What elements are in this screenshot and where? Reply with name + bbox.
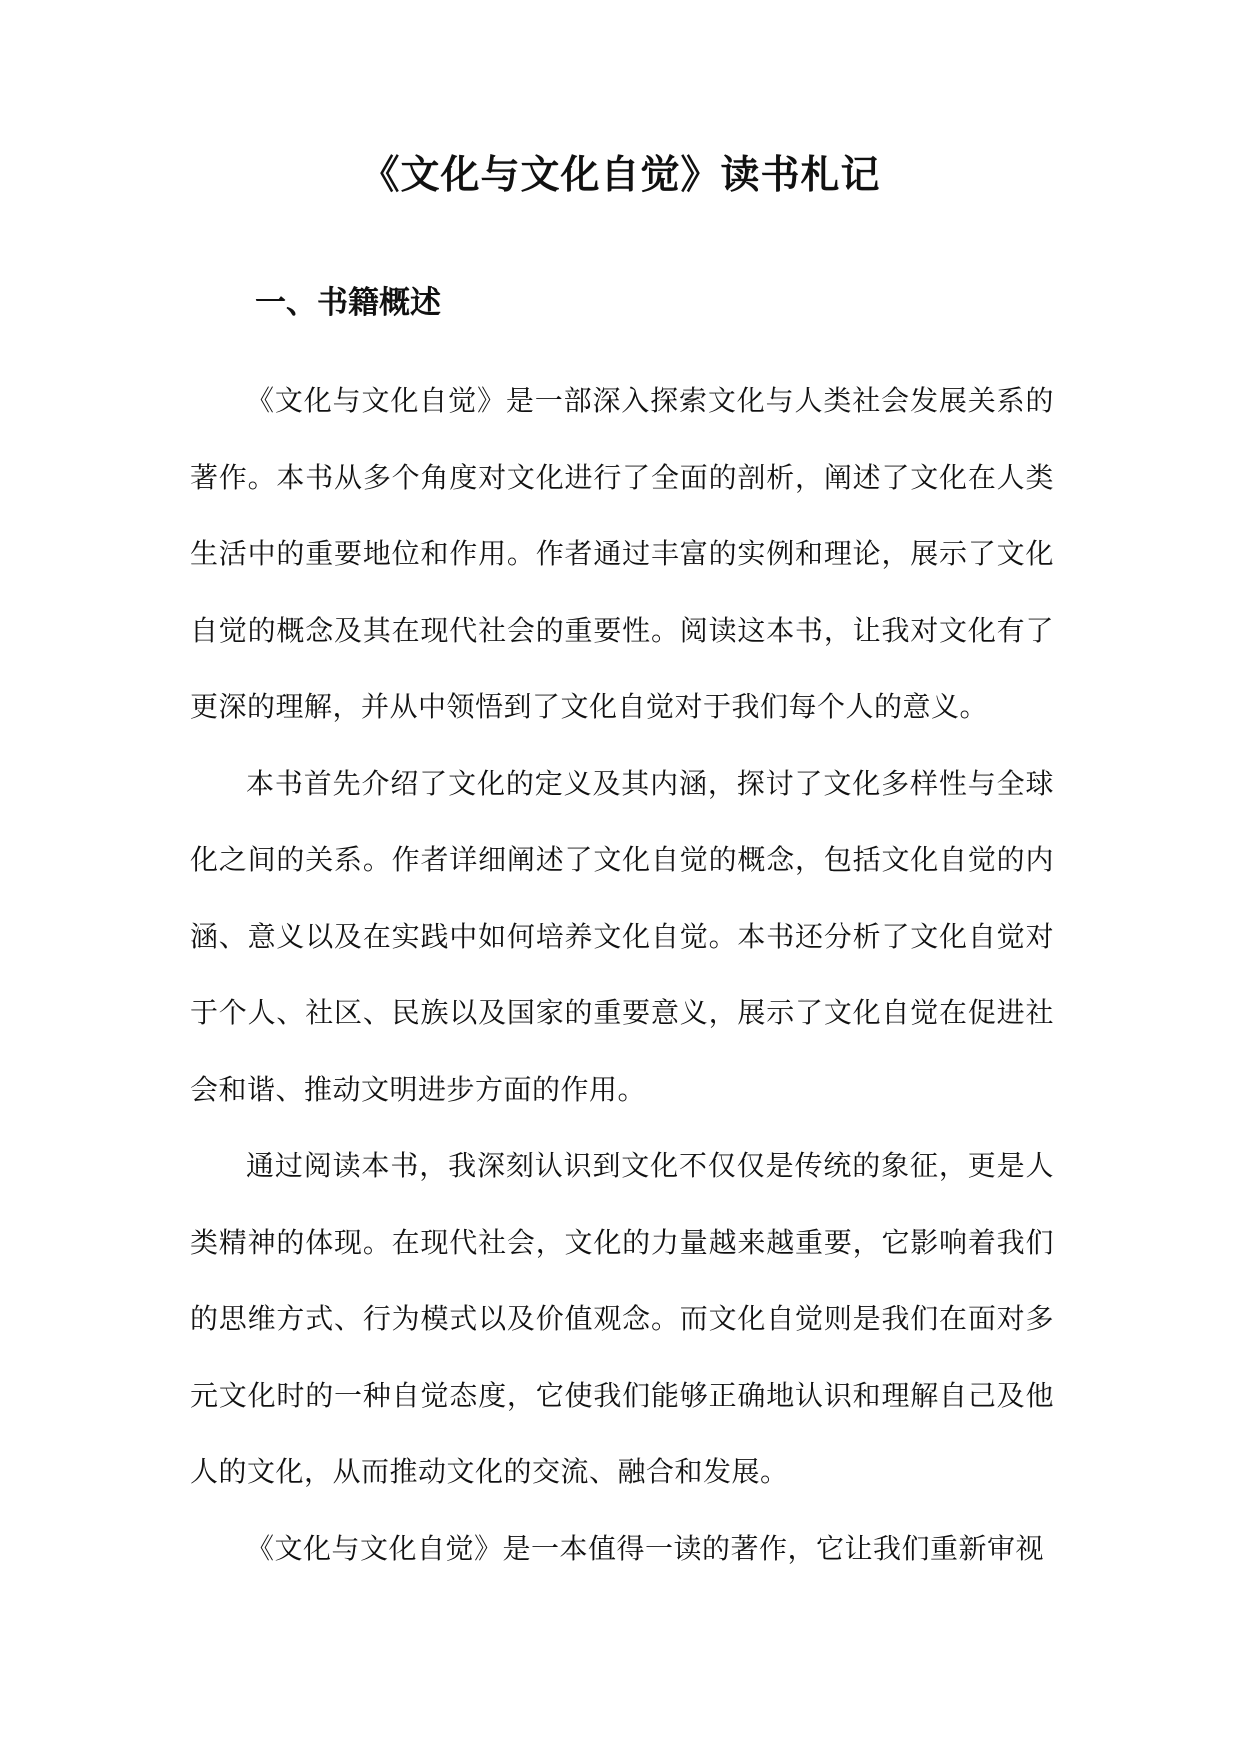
paragraph: 《文化与文化自觉》是一本值得一读的著作，它让我们重新审视 — [246, 1531, 1045, 1565]
paragraph: 本书首先介绍了文化的定义及其内涵，探讨了文化多样性与全球化之间的关系。作者详细阐述了文化自觉的概念，包括文化自觉的内涵、意义以及在实践中如何培养文化自觉。本书还分析了文化自觉对于个人、社区、民族以及国家的重要意义，展示了文化自觉在促进社会和谐、推动文明进步方面的作用。 — [190, 766, 1054, 1106]
document-title: 《文化与文化自觉》读书札记 — [360, 153, 881, 198]
body-text — [190, 363, 1054, 1587]
paragraph: 通过阅读本书，我深刻认识到文化不仅仅是传统的象征，更是人类精神的体现。在现代社会，文化的力量越来越重要，它影响着我们的思维方式、行为模式以及价值观念。而文化自觉则是我们在面对多元文化时的一种自觉态度，它使我们能够正确地认识和理解自己及他人的文化，从而推动文化的交流、融合和发展。 — [190, 1149, 1054, 1488]
paragraph: 《文化与文化自觉》是一部深入探索文化与人类社会发展关系的著作。本书从多个角度对文化进行了全面的剖析，阐述了文化在人类生活中的重要地位和作用。作者通过丰富的实例和理论，展示了文化自觉的概念及其在现代社会的重要性。阅读这本书，让我对文化有了更深的理解，并从中领悟到了文化自觉对于我们每个人的意义。 — [190, 384, 1054, 723]
section-heading: 一、书籍概述 — [255, 285, 441, 321]
